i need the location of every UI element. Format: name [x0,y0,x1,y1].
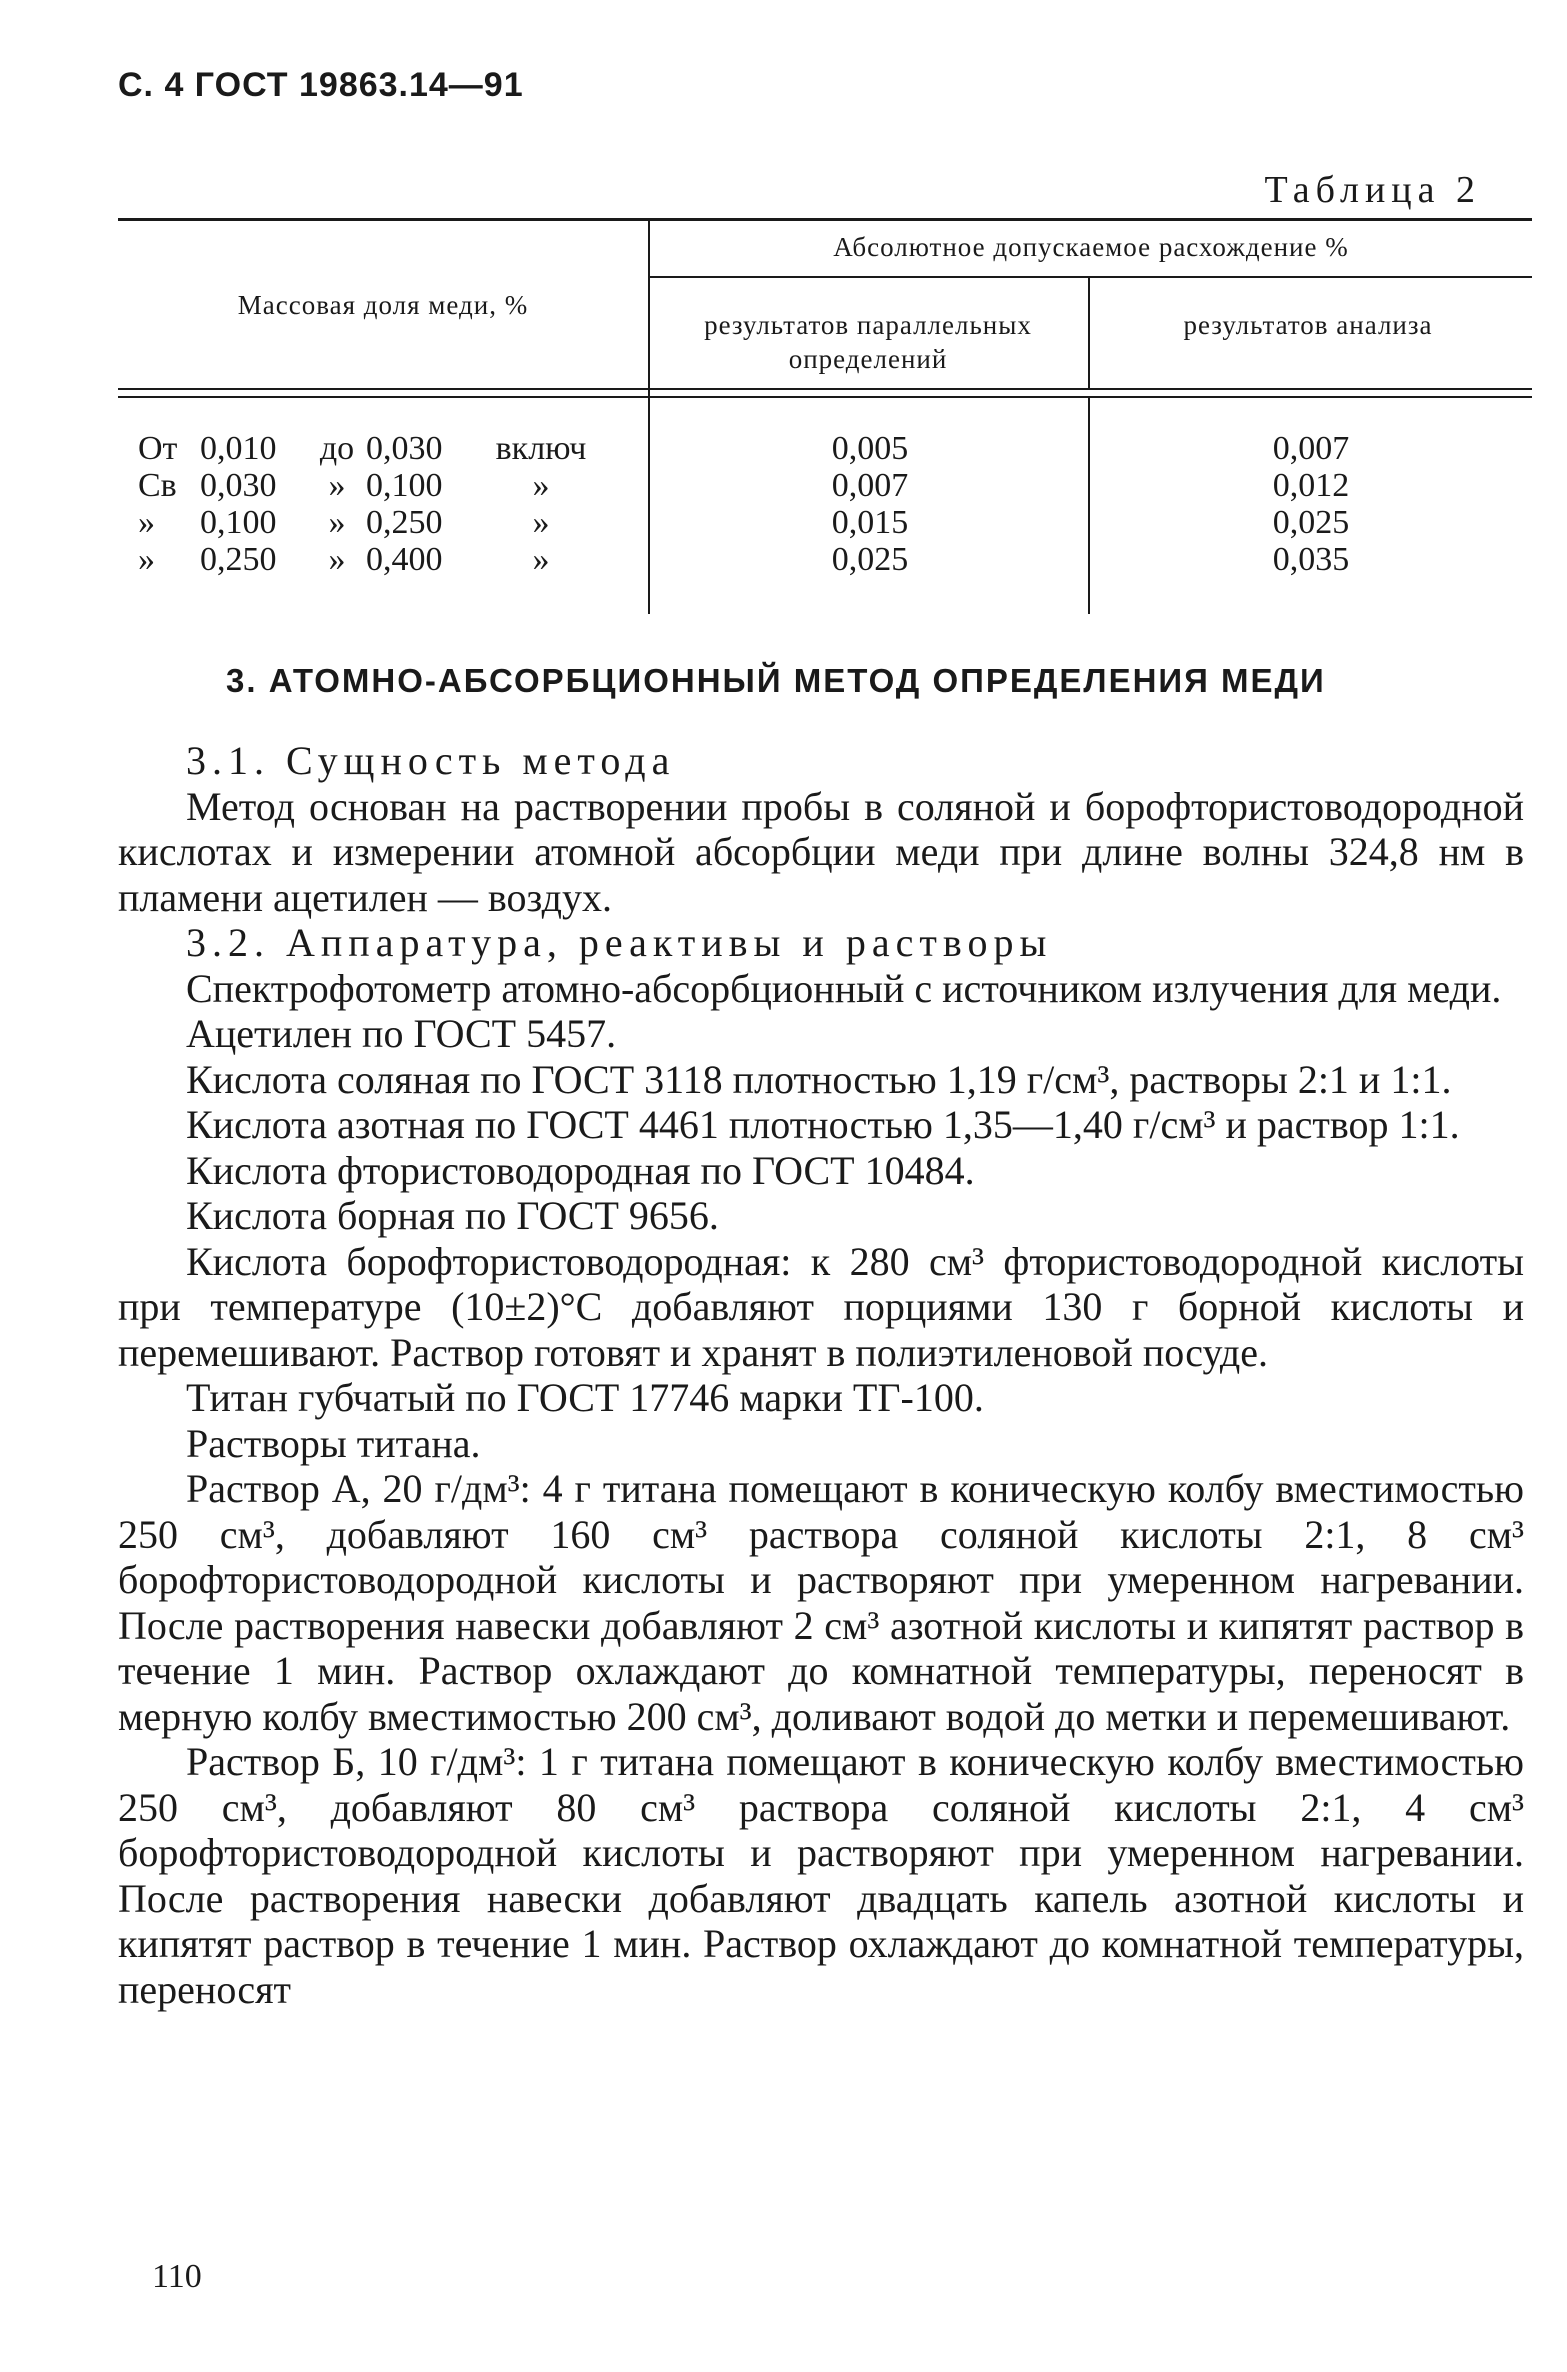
paragraph: Кислота соляная по ГОСТ 3118 плотностью 1,19 г/см³, растворы 2:1 и 1:1. [186,1056,1452,1102]
table-cell: 0,012 [1272,467,1350,504]
table-cell: 0,015 [831,504,909,541]
paragraph: Растворы титана. [186,1420,481,1466]
header-bottom-rule-double [118,396,1532,398]
table-row: Св 0,030 » 0,100 » [138,467,550,504]
paragraph: Кислота фтористоводородная по ГОСТ 10484. [186,1147,975,1193]
section-body [118,738,1524,2012]
paragraph: Кислота борофтористоводородная: к 280 см³ фтористоводородной кислоты при температуре (10±2)°С добавляют порциями 130 г борной кислоты и перемешивают. Раствор готовят и хранят в полиэтиленовой посуде. [118,1238,1524,1375]
paragraph: Кислота азотная по ГОСТ 4461 плотностью 1,35—1,40 г/см³ и раствор 1:1. [186,1102,1460,1147]
paragraph: Метод основан на растворении пробы в соляной и борофтористоводородной кислотах и измерении атомной абсорбции меди при длине волны 324,8 нм в пламени ацетилен — воздух. [118,783,1524,920]
group-header-rule [650,276,1532,278]
subsection-title: 3.1. Сущность метода [186,738,676,783]
table-top-rule [118,218,1532,221]
tolerance-table [118,218,1532,614]
paragraph: Титан губчатый по ГОСТ 17746 марки ТГ-100. [186,1375,984,1420]
paragraph: Кислота борная по ГОСТ 9656. [186,1193,719,1238]
section-title: 3. АТОМНО-АБСОРБЦИОННЫЙ МЕТОД ОПРЕДЕЛЕНИЯ МЕДИ [226,662,1326,699]
paragraph: Раствор Б, 10 г/дм³: 1 г титана помещают в коническую колбу вместимостью 250 см³, добавляют 80 см³ раствора соляной кислоты 2:1, 4 см³ борофтористоводородной кислоты и растворяют при умеренном нагревании. После растворения навески добавляют двадцать капель азотной кислоты и кипятят раствор в течение 1 мин. Раствор охлаждают до комнатной температуры, переносят [118,1739,1524,2012]
table-row: От 0,010 до 0,030 включ [138,430,587,467]
parallel-column [650,430,1090,578]
table-title: Таблица 2 [1264,169,1481,211]
paragraph: Спектрофотометр атомно-абсорбционный с источником излучения для меди. [186,965,1502,1011]
paragraph: Ацетилен по ГОСТ 5457. [186,1011,617,1056]
table-cell: 0,007 [831,467,909,504]
analysis-column [1090,430,1532,578]
table-cell: 0,035 [1272,541,1350,578]
parallel-header: результатов параллельных определений [704,310,1032,374]
mass-fraction-column [138,430,658,578]
table-cell: 0,025 [831,541,909,578]
mass-fraction-header: Массовая доля меди, % [237,290,529,320]
table-row: » 0,250 » 0,400 » [138,541,550,578]
table-row: » 0,100 » 0,250 » [138,504,550,541]
paragraph: Раствор А, 20 г/дм³: 4 г титана помещают в коническую колбу вместимостью 250 см³, добавляют 160 см³ раствора соляной кислоты 2:1, 8 см³ борофтористоводородной кислоты и растворяют при умеренном нагревании. После растворения навески добавляют 2 см³ азотной кислоты и кипятят раствор в течение 1 мин. Раствор охлаждают до комнатной температуры, переносят в мерную колбу вместимостью 200 см³, доливают водой до метки и перемешивают. [118,1466,1524,1739]
column-divider-2-header [1088,276,1090,388]
group-header: Абсолютное допускаемое расхождение % [833,232,1349,262]
table-cell: 0,025 [1272,504,1350,541]
page-header: С. 4 ГОСТ 19863.14—91 [118,66,524,104]
table-cell: 0,005 [831,430,909,467]
analysis-header: результатов анализа [1183,310,1433,340]
page-number: 110 [152,2258,202,2295]
table-cell: 0,007 [1272,430,1350,467]
header-bottom-rule [118,388,1532,390]
subsection-title: 3.2. Аппаратура, реактивы и растворы [186,920,1053,965]
